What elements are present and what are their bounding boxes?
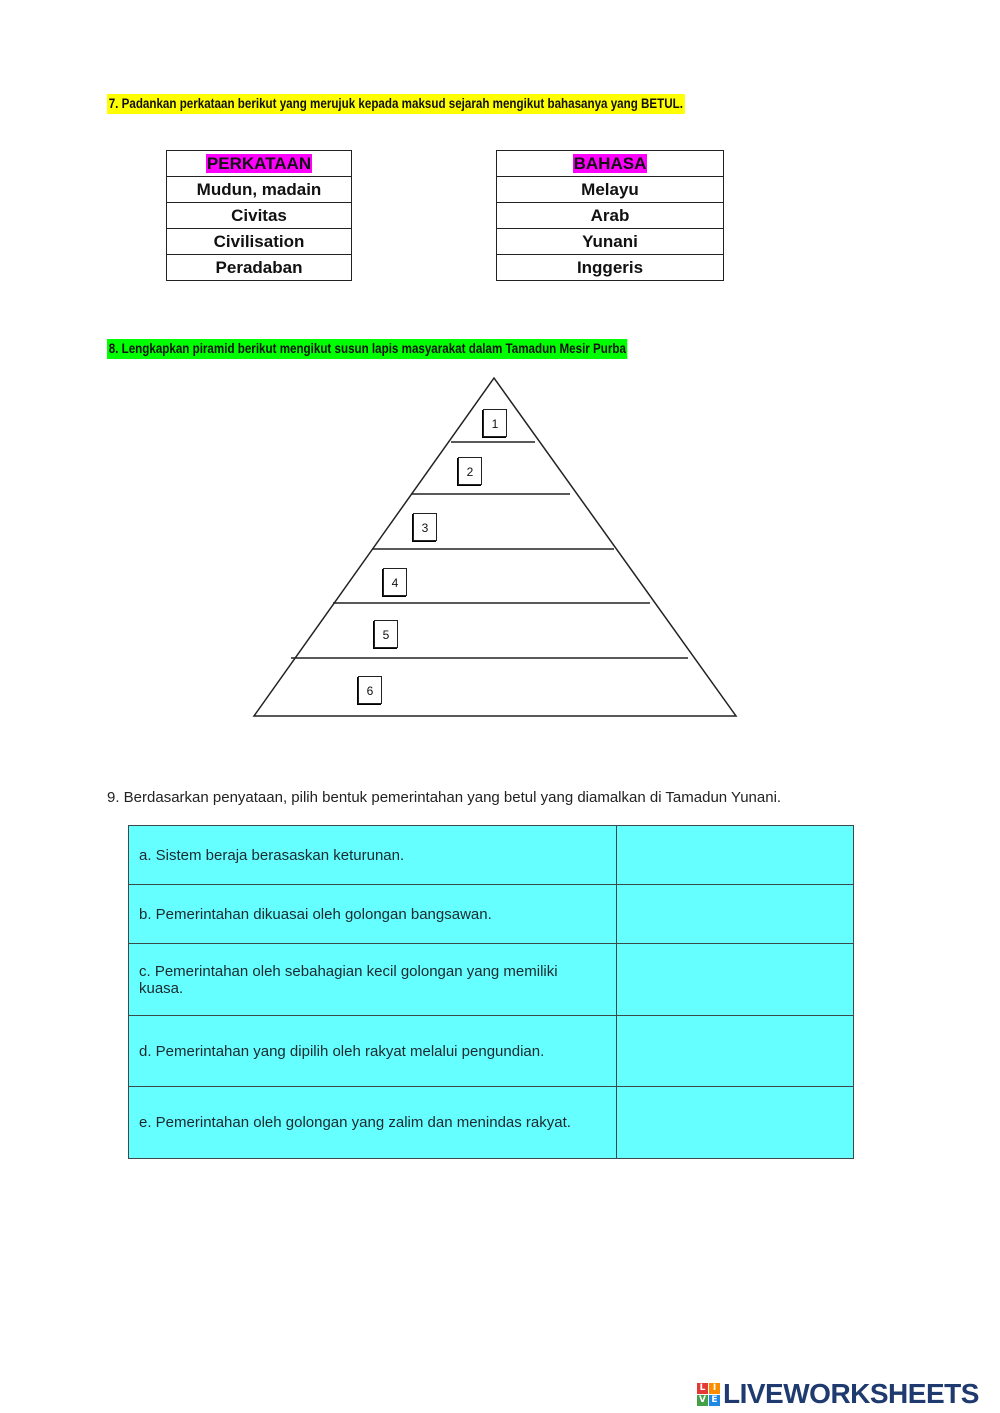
answer-cell[interactable]	[616, 826, 853, 885]
logo-text: LIVEWORKSHEETS	[723, 1378, 979, 1409]
pyramid-level-box[interactable]: 3	[413, 513, 437, 541]
perkataan-header: PERKATAAN	[167, 151, 352, 177]
liveworksheets-logo	[697, 1378, 979, 1410]
pyramid-level-box[interactable]: 4	[383, 568, 407, 596]
pyramid-level-box[interactable]: 1	[483, 409, 507, 437]
bahasa-item[interactable]: Yunani	[497, 229, 724, 255]
perkataan-item[interactable]: Civitas	[167, 203, 352, 229]
bahasa-item[interactable]: Inggeris	[497, 255, 724, 281]
question-9-title: 9. Berdasarkan penyataan, pilih bentuk pemerintahan yang betul yang diamalkan di Tamadun Yunani.	[107, 789, 782, 806]
bahasa-item[interactable]: Arab	[497, 203, 724, 229]
perkataan-item[interactable]: Mudun, madain	[167, 177, 352, 203]
answer-cell[interactable]	[616, 885, 853, 944]
perkataan-item[interactable]: Civilisation	[167, 229, 352, 255]
bahasa-item[interactable]: Melayu	[497, 177, 724, 203]
options-table	[128, 825, 854, 1159]
question-8-title: 8. Lengkapkan piramid berikut mengikut susun lapis masyarakat dalam Tamadun Mesir Purba	[107, 339, 628, 359]
pyramid-level-box[interactable]: 5	[374, 620, 398, 648]
answer-cell[interactable]	[616, 1087, 853, 1159]
answer-cell[interactable]	[616, 1016, 853, 1087]
pyramid-level-box[interactable]: 6	[358, 676, 382, 704]
option-text: d. Pemerintahan yang dipilih oleh rakyat melalui pengundian.	[129, 1016, 617, 1087]
option-text: a. Sistem beraja berasaskan keturunan.	[129, 826, 617, 885]
bahasa-header: BAHASA	[497, 151, 724, 177]
option-text: c. Pemerintahan oleh sebahagian kecil golongan yang memiliki kuasa.	[129, 944, 617, 1016]
option-text: e. Pemerintahan oleh golongan yang zalim dan menindas rakyat.	[129, 1087, 617, 1159]
option-text: b. Pemerintahan dikuasai oleh golongan bangsawan.	[129, 885, 617, 944]
answer-cell[interactable]	[616, 944, 853, 1016]
question-7-title: 7. Padankan perkataan berikut yang merujuk kepada maksud sejarah mengikut bahasanya yang BETUL.	[107, 94, 685, 114]
logo-icon: L I V E	[697, 1383, 720, 1406]
perkataan-item[interactable]: Peradaban	[167, 255, 352, 281]
pyramid-level-box[interactable]: 2	[458, 457, 482, 485]
